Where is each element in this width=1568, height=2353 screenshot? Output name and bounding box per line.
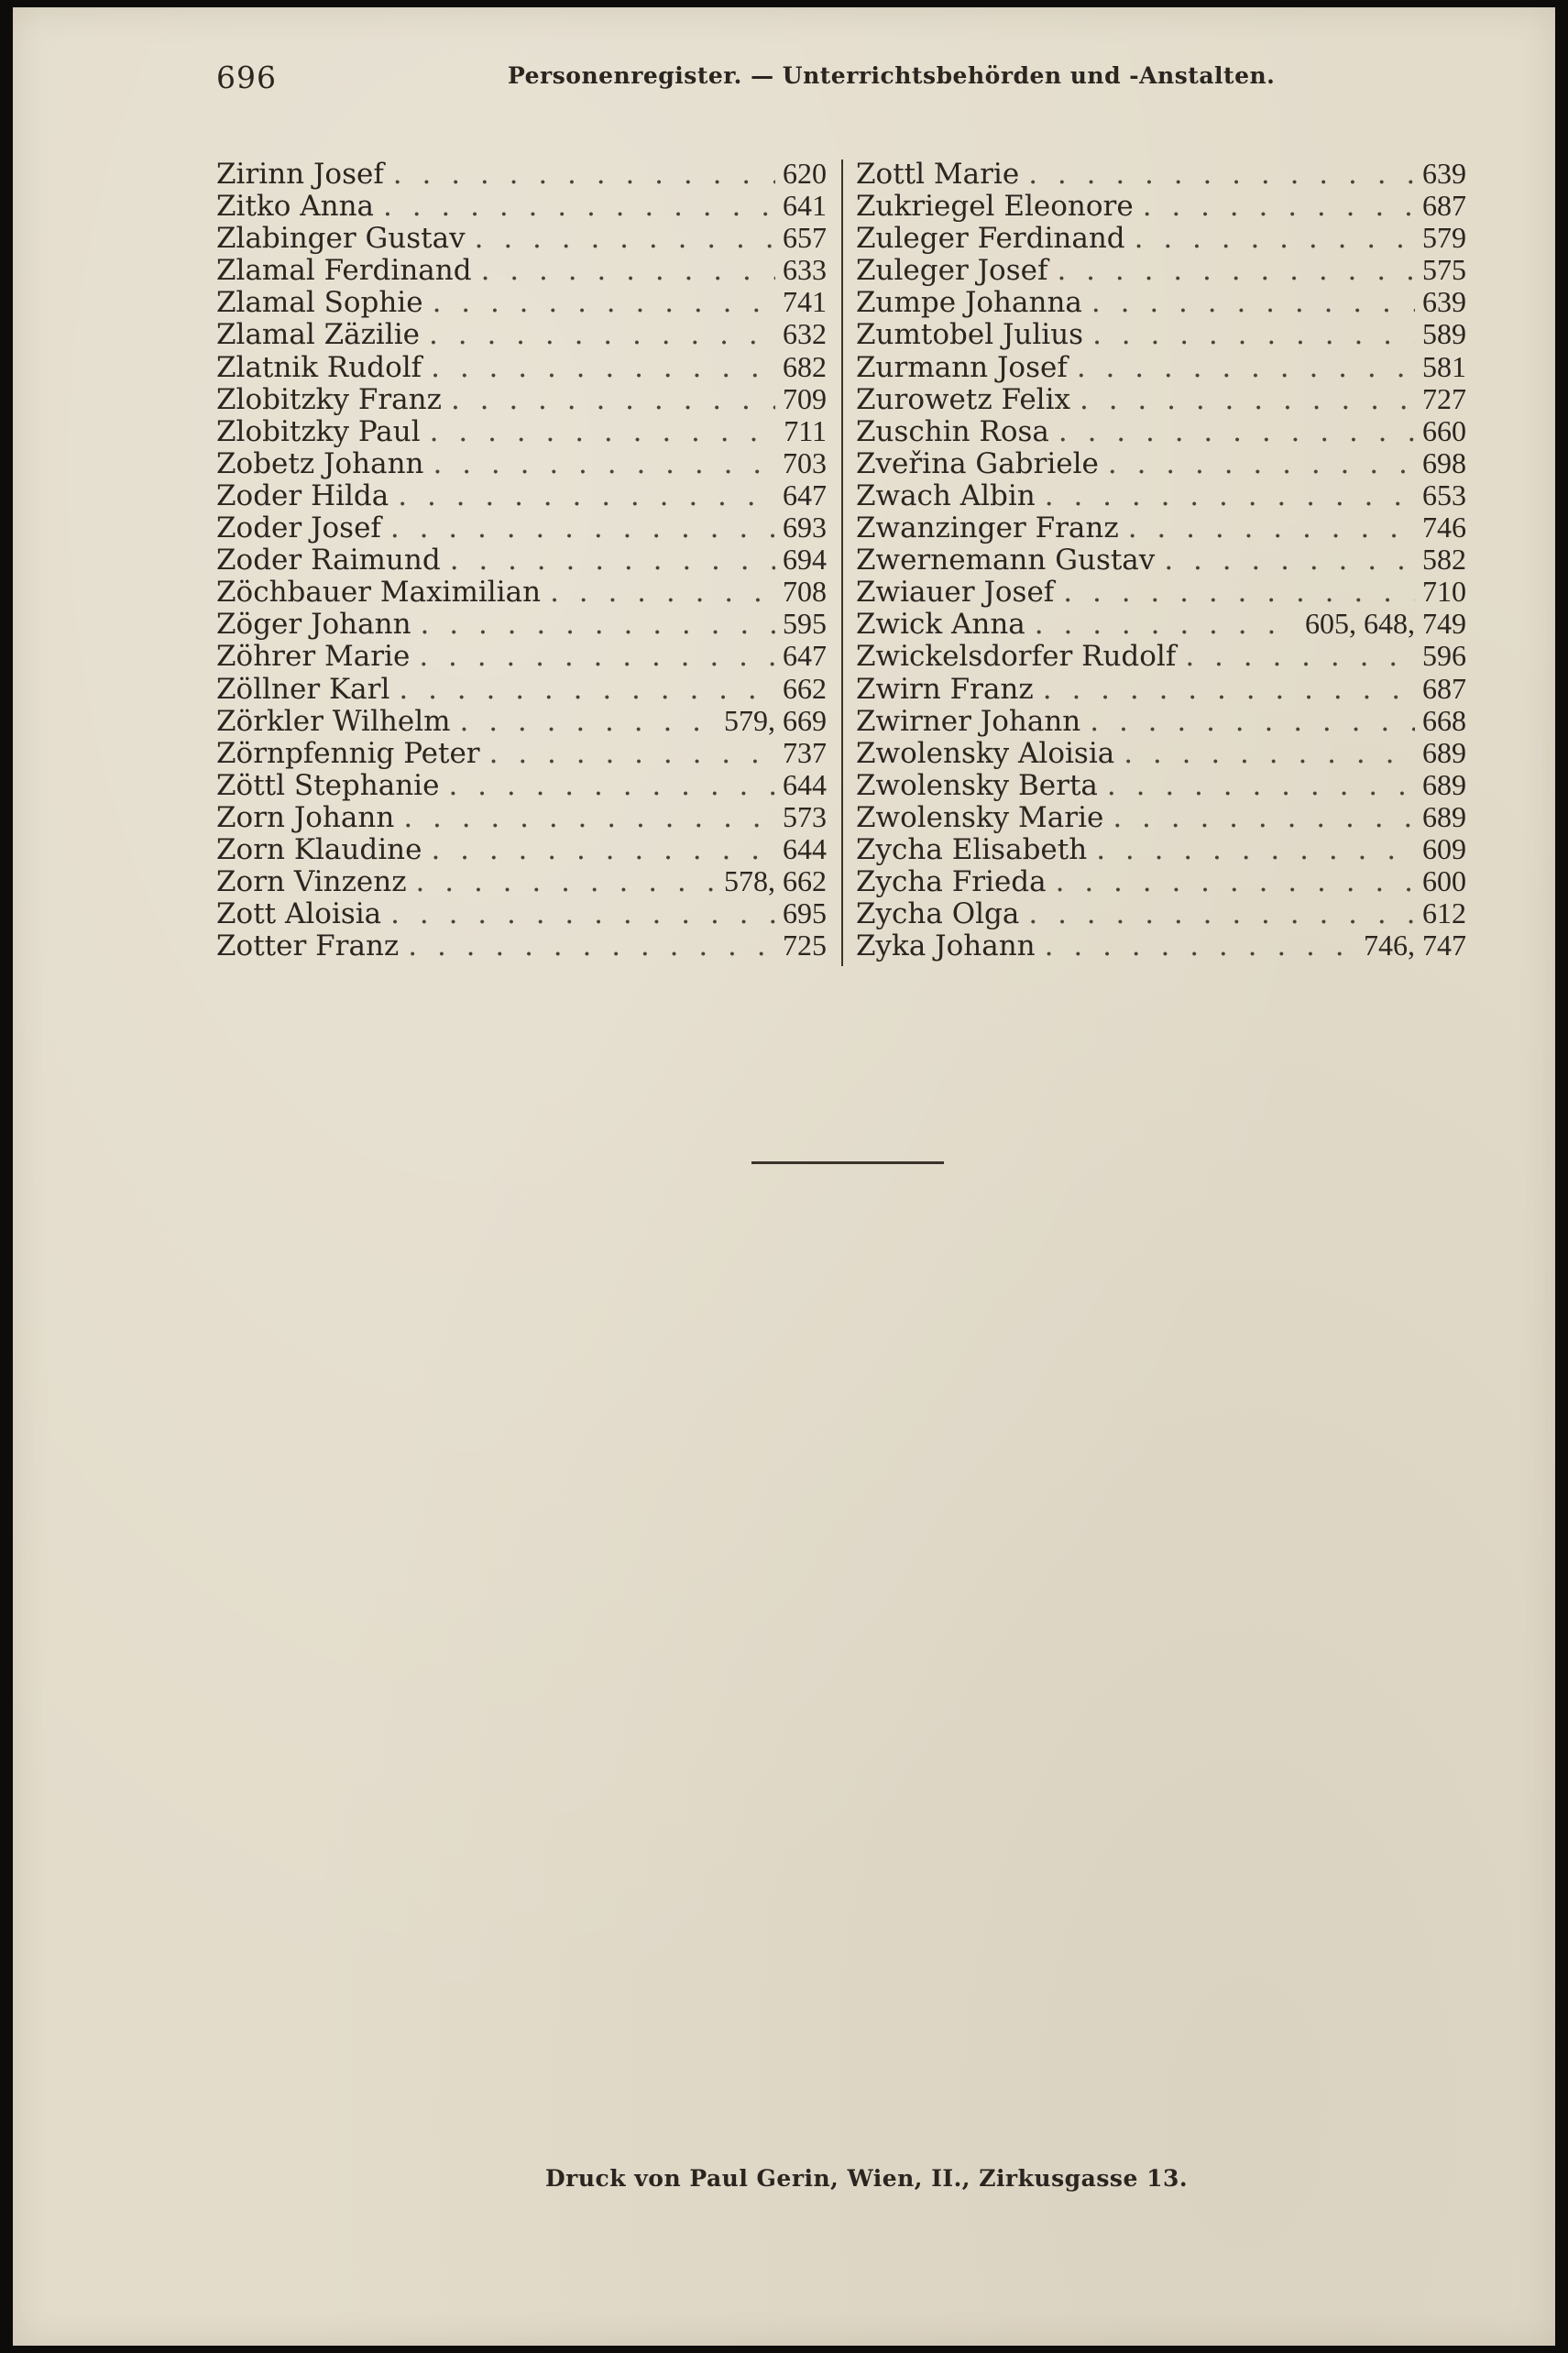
index-entry (216, 511, 827, 544)
entry-name: Zwach Albin (856, 478, 1036, 512)
entry-pages: 657 (783, 222, 827, 255)
entry-name: Zoder Josef (216, 511, 381, 544)
dot-leader (1129, 223, 1415, 254)
entry-name: Zwick Anna (856, 608, 1025, 641)
index-entry (856, 415, 1466, 447)
index-entry (856, 576, 1466, 608)
dot-leader (1179, 641, 1415, 672)
entry-pages: 641 (783, 190, 827, 223)
entry-name: Zurowetz Felix (856, 382, 1070, 415)
dot-leader (1029, 609, 1298, 640)
entry-pages: 660 (1422, 414, 1466, 447)
dot-leader (469, 223, 775, 254)
index-entry (216, 608, 827, 640)
entry-pages: 682 (783, 350, 827, 383)
dot-leader (476, 255, 775, 286)
end-rule (751, 1161, 944, 1164)
dot-leader (1039, 480, 1415, 511)
index-entry (856, 511, 1466, 544)
index-entry (856, 737, 1466, 769)
entry-pages: 727 (1422, 382, 1466, 415)
entry-pages: 647 (783, 640, 827, 673)
index-entry (216, 769, 827, 801)
entry-pages: 579 (1422, 222, 1466, 255)
index-entry (216, 286, 827, 318)
index-column-left (216, 158, 827, 962)
entry-pages: 687 (1422, 672, 1466, 705)
entry-name: Zuleger Josef (856, 254, 1048, 287)
dot-leader (1058, 577, 1415, 608)
entry-name: Zöllner Karl (216, 672, 390, 705)
dot-leader (1051, 255, 1415, 286)
dot-leader (402, 930, 775, 962)
index-entry (216, 737, 827, 769)
dot-leader (445, 384, 775, 415)
entry-name: Zlamal Ferdinand (216, 254, 472, 287)
entry-name: Zyka Johann (856, 929, 1036, 962)
dot-leader (1074, 384, 1415, 415)
index-entry (856, 190, 1466, 222)
index-entry (216, 801, 827, 833)
index-entry (216, 254, 827, 286)
entry-pages: 709 (783, 382, 827, 415)
dot-leader (444, 544, 775, 576)
entry-name: Zwernemann Gustav (856, 544, 1156, 577)
entry-pages: 600 (1422, 865, 1466, 898)
entry-name: Zukriegel Eleonore (856, 190, 1134, 223)
dot-leader (1118, 738, 1415, 769)
entry-name: Zurmann Josef (856, 350, 1068, 383)
entry-pages: 612 (1422, 897, 1466, 930)
entry-name: Zöhrer Marie (216, 640, 411, 673)
dot-leader (425, 352, 775, 383)
dot-leader (1087, 319, 1415, 350)
entry-pages: 703 (783, 446, 827, 479)
index-entry (856, 705, 1466, 737)
entry-pages: 695 (783, 897, 827, 930)
entry-pages: 687 (1422, 190, 1466, 223)
entry-name: Zumtobel Julius (856, 318, 1084, 351)
dot-leader (385, 512, 775, 544)
index-entry (216, 318, 827, 350)
entry-name: Zotter Franz (216, 929, 400, 962)
dot-leader (378, 191, 775, 222)
entry-pages: 737 (783, 736, 827, 769)
entry-pages: 632 (783, 318, 827, 351)
dot-leader (427, 287, 775, 318)
entry-pages: 575 (1422, 254, 1466, 287)
entry-name: Zirinn Josef (216, 158, 384, 191)
dot-leader (1091, 834, 1415, 865)
entry-name: Zycha Frieda (856, 865, 1047, 898)
index-entry (216, 351, 827, 383)
index-entry (856, 897, 1466, 929)
index-entry (856, 351, 1466, 383)
dot-leader (484, 738, 775, 769)
entry-name: Zöttl Stephanie (216, 768, 440, 801)
entry-pages: 711 (784, 414, 827, 447)
dot-leader (1107, 802, 1415, 833)
index-entry (216, 576, 827, 608)
dot-leader (1084, 706, 1415, 737)
index-entry (856, 254, 1466, 286)
entry-pages: 741 (783, 286, 827, 319)
entry-pages: 644 (783, 768, 827, 801)
index-entry (856, 158, 1466, 190)
entry-name: Zwolensky Berta (856, 768, 1098, 801)
entry-pages: 689 (1422, 736, 1466, 769)
index-entry (856, 608, 1466, 640)
entry-name: Zycha Elisabeth (856, 832, 1088, 866)
entry-pages: 693 (783, 511, 827, 544)
dot-leader (1158, 544, 1415, 576)
index-entry (856, 286, 1466, 318)
index-entry (216, 415, 827, 447)
entry-pages: 609 (1422, 832, 1466, 865)
index-entry (856, 222, 1466, 254)
entry-pages: 589 (1422, 318, 1466, 351)
index-entry (856, 833, 1466, 865)
index-entry (216, 673, 827, 705)
dot-leader (425, 834, 775, 865)
entry-name: Zorn Klaudine (216, 832, 422, 866)
entry-pages: 581 (1422, 350, 1466, 383)
entry-name: Zwirner Johann (856, 704, 1081, 737)
dot-leader (1050, 866, 1415, 897)
entry-pages: 644 (783, 832, 827, 865)
entry-name: Zwickelsdorfer Rudolf (856, 640, 1177, 673)
entry-pages: 694 (783, 544, 827, 577)
dot-leader (392, 480, 775, 511)
entry-name: Zörnpfennig Peter (216, 736, 480, 769)
entry-pages: 595 (783, 608, 827, 641)
entry-pages: 689 (1422, 800, 1466, 833)
dot-leader (428, 448, 775, 479)
entry-pages: 647 (783, 478, 827, 511)
entry-name: Zwirn Franz (856, 672, 1034, 705)
dot-leader (413, 641, 775, 672)
entry-pages: 639 (1422, 158, 1466, 190)
entry-pages: 579, 669 (724, 704, 827, 737)
index-entry (216, 929, 827, 962)
entry-pages: 578, 662 (724, 865, 827, 898)
dot-leader (385, 898, 775, 929)
entry-name: Zöchbauer Maximilian (216, 576, 542, 609)
column-divider (841, 159, 843, 966)
dot-leader (398, 802, 775, 833)
entry-pages: 698 (1422, 446, 1466, 479)
dot-leader (455, 706, 717, 737)
index-column-right (856, 158, 1466, 962)
entry-name: Zuleger Ferdinand (856, 222, 1125, 255)
entry-name: Zlatnik Rudolf (216, 350, 422, 383)
dot-leader (415, 609, 775, 640)
entry-name: Zycha Olga (856, 897, 1020, 930)
index-entry (856, 383, 1466, 415)
index-entry (856, 544, 1466, 576)
entry-name: Zoder Raimund (216, 544, 441, 577)
dot-leader (1102, 448, 1415, 479)
entry-name: Zlamal Zäzilie (216, 318, 421, 351)
entry-pages: 620 (783, 158, 827, 190)
entry-name: Zwolensky Aloisia (856, 736, 1115, 769)
entry-name: Zlabinger Gustav (216, 222, 466, 255)
entry-name: Zitko Anna (216, 190, 375, 223)
index-entry (216, 158, 827, 190)
running-head: Personenregister. — Unterrichtsbehörden und -Anstalten. (508, 62, 1276, 89)
dot-leader (388, 159, 775, 190)
dot-leader (393, 674, 775, 705)
entry-name: Zoder Hilda (216, 478, 389, 512)
printer-imprint: Druck von Paul Gerin, Wien, II., Zirkusgasse 13. (545, 2165, 1189, 2192)
entry-name: Zorn Johann (216, 800, 395, 833)
entry-pages: 639 (1422, 286, 1466, 319)
entry-pages: 725 (783, 929, 827, 962)
dot-leader (423, 319, 775, 350)
entry-pages: 746 (1422, 511, 1466, 544)
dot-leader (1123, 512, 1415, 544)
entry-pages: 710 (1422, 576, 1466, 609)
index-entry (216, 190, 827, 222)
index-entry (856, 640, 1466, 672)
dot-leader (1023, 159, 1415, 190)
dot-leader (424, 416, 777, 447)
entry-name: Zveřina Gabriele (856, 446, 1099, 479)
entry-pages: 596 (1422, 640, 1466, 673)
entry-name: Zörkler Wilhelm (216, 704, 451, 737)
index-entry (216, 865, 827, 897)
entry-pages: 633 (783, 254, 827, 287)
dot-leader (1039, 930, 1356, 962)
index-entry (216, 833, 827, 865)
dot-leader (1102, 770, 1415, 801)
entry-name: Zobetz Johann (216, 446, 424, 479)
index-entry (856, 479, 1466, 511)
index-entry (856, 865, 1466, 897)
entry-name: Zwanzinger Franz (856, 511, 1119, 544)
entry-pages: 582 (1422, 544, 1466, 577)
dot-leader (1023, 898, 1415, 929)
entry-name: Zwolensky Marie (856, 800, 1104, 833)
entry-name: Zorn Vinzenz (216, 865, 407, 898)
dot-leader (1037, 674, 1415, 705)
index-entry (856, 929, 1466, 962)
entry-pages: 662 (783, 672, 827, 705)
dot-leader (1071, 352, 1415, 383)
entry-name: Zwiauer Josef (856, 576, 1055, 609)
dot-leader (411, 866, 717, 897)
index-entry (216, 479, 827, 511)
index-entry (216, 447, 827, 479)
index-entry (856, 447, 1466, 479)
entry-name: Zumpe Johanna (856, 286, 1082, 319)
entry-name: Zlamal Sophie (216, 286, 423, 319)
page-number: 696 (216, 60, 277, 95)
dot-leader (1053, 416, 1415, 447)
dot-leader (544, 577, 775, 608)
index-entry (856, 801, 1466, 833)
entry-pages: 605, 648, 749 (1305, 608, 1466, 641)
dot-leader (443, 770, 775, 801)
entry-name: Zott Aloisia (216, 897, 382, 930)
index-entry (216, 705, 827, 737)
index-entry (216, 222, 827, 254)
entry-pages: 573 (783, 800, 827, 833)
entry-name: Zöger Johann (216, 608, 411, 641)
entry-pages: 708 (783, 576, 827, 609)
dot-leader (1086, 287, 1415, 318)
index-entry (216, 640, 827, 672)
entry-pages: 689 (1422, 768, 1466, 801)
index-entry (856, 318, 1466, 350)
index-entry (216, 897, 827, 929)
entry-pages: 653 (1422, 478, 1466, 511)
entry-pages: 668 (1422, 704, 1466, 737)
entry-name: Zlobitzky Paul (216, 414, 421, 447)
index-entry (856, 673, 1466, 705)
entry-name: Zlobitzky Franz (216, 382, 442, 415)
index-entry (856, 769, 1466, 801)
index-entry (216, 544, 827, 576)
index-entry (216, 383, 827, 415)
book-page (13, 7, 1555, 2346)
entry-name: Zuschin Rosa (856, 414, 1049, 447)
entry-name: Zottl Marie (856, 158, 1020, 191)
entry-pages: 746, 747 (1364, 929, 1466, 962)
dot-leader (1137, 191, 1415, 222)
